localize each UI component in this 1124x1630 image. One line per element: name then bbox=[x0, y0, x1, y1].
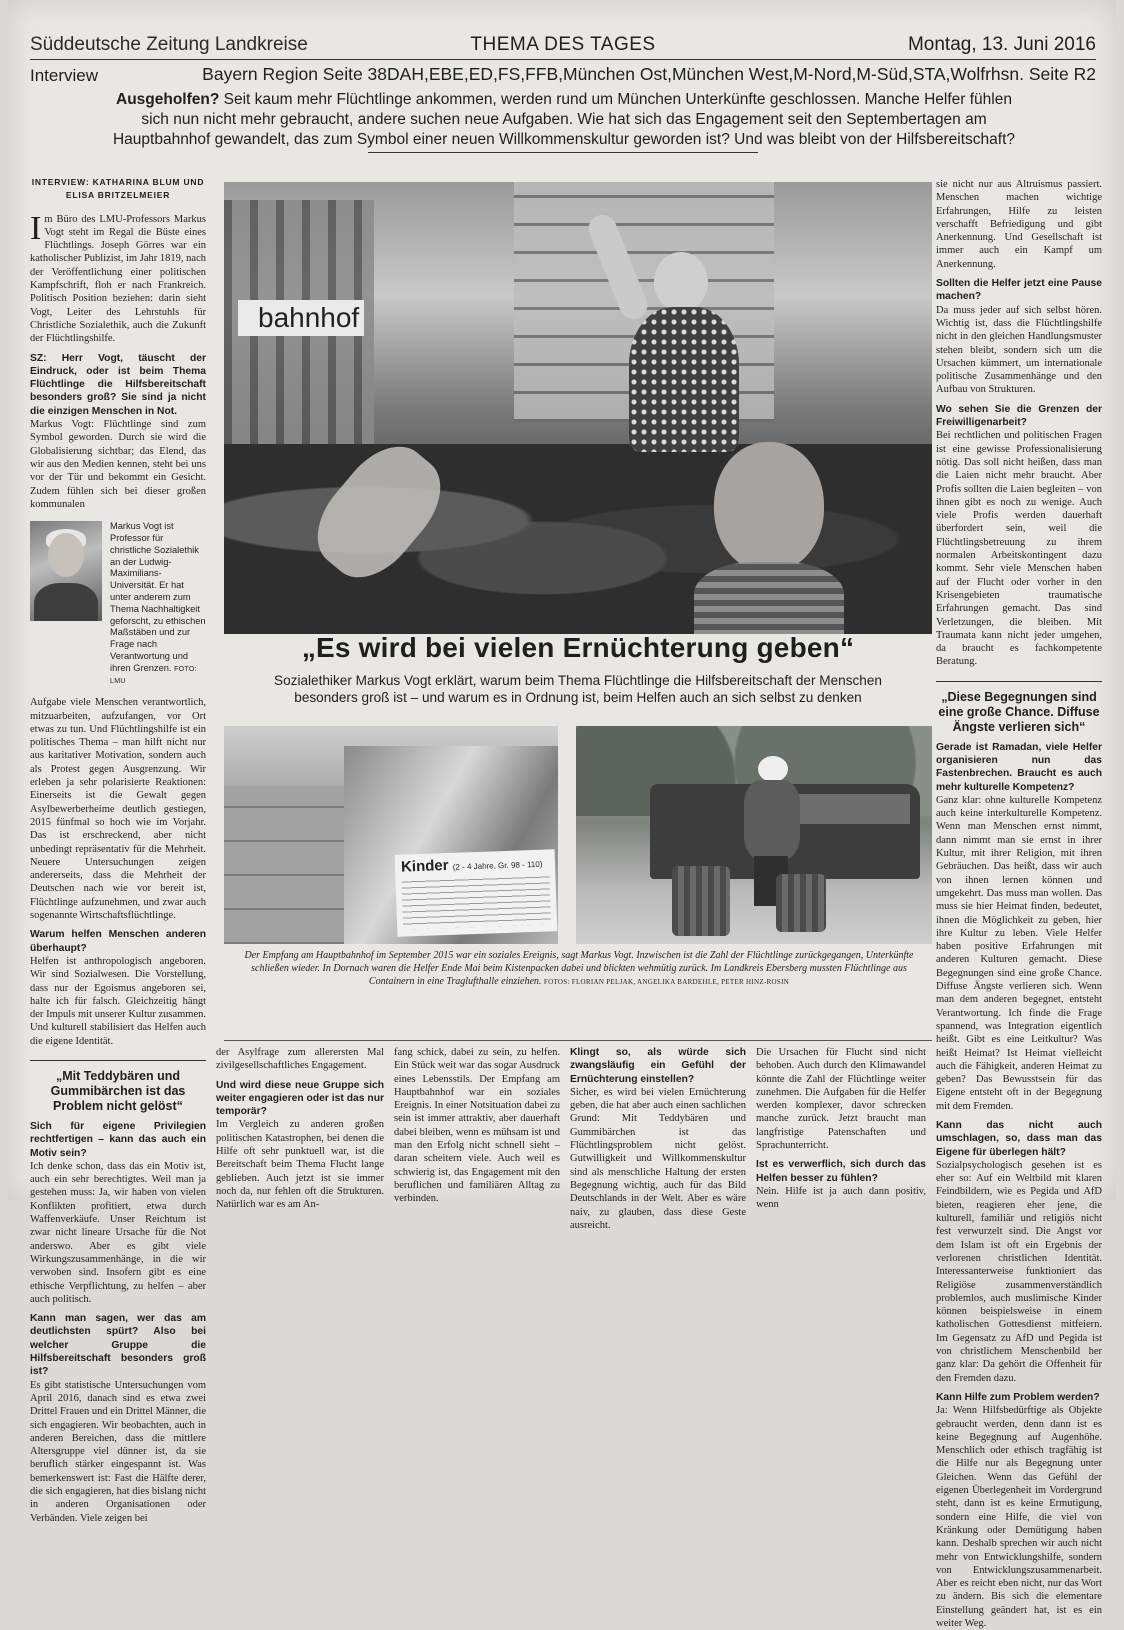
pull-quote: „Diese Begegnungen sind eine große Chance. Diffuse Ängste verlieren sich“ bbox=[936, 681, 1102, 735]
headline: „Es wird bei vielen Ernüchterung geben“ bbox=[301, 632, 855, 663]
deck: Sozialethiker Markus Vogt erklärt, warum beim Thema Flüchtlinge die Hilfsbereitschaft der Menschen besonders groß ist – und warum es in Ordnung ist, beim Helfen auch an sich selbst zu denken bbox=[274, 673, 882, 705]
question: Kann man sagen, wer das am deutlichsten spürt? Also bei welcher Gruppe die Hilfsbereitschaft besonders groß ist? bbox=[30, 1313, 206, 1378]
portrait-photo bbox=[30, 521, 102, 621]
teaser-rule bbox=[368, 152, 758, 153]
answer: Sicher, es wird bei vielen Ernüchterung geben, die hat aber auch einen sachlichen Grund: Mit Teddybären und Gummibärchen ist das Flüchtlingsproblem nicht gelöst. Gutwilligkeit und Willkommenskultur sind als menschliche Haltung der ersten Begegnung wichtig, auch für das Bild Deutschlands in der Welt. Aber es wäre naiv, zu glauben, dass diese Geste ausreicht. bbox=[570, 1086, 746, 1231]
rubric-bar bbox=[30, 62, 1096, 88]
answer: Ganz klar: ohne kulturelle Kompetenz auch keine interkulturelle Kompetenz. Wenn man Menschen ernst nimmt, dann nimmt man sie ernst in ihrer Kultur, mit ihrer Religion, mit ihren Gebräuchen. Das heißt, dass wir auch von ihnen lernen können und umgekehrt. Das muss man wollen. Das muss sie hier Heimat finden, bedeutet, ihnen die Möglichkeit zu geben, hier ihre Kultur zu leben. Viele Helfer haben positive Erfahrungen mit anderen Kulturen gemacht. Diese Begegnungen sind eine große Chance. Diffuse Ängste verlieren sich. Wenn man dem anderen begegnet, entsteht Verantwortung. Ich finde die Frage spannend, was Integration eigentlich heißt. Gibt es eine Leitkultur? Was heißt Heimat? Ist Heimat vielleicht auch die Fähigkeit, anderen Heimat zu geben? Das Bewusstsein für das Eigene entsteht oft in der Begegnung mit dem Fremden. bbox=[936, 794, 1102, 1112]
answer: Da muss jeder auf sich selbst hören. Wichtig ist, dass die Flüchtlingshilfe nicht in den gleichen Handlungsmuster stehen bleibt, sondern sich um die Ursachen kümmert, um internationale politische Zusammenhänge und den Aufbau von Strukturen. bbox=[936, 304, 1102, 396]
byline: INTERVIEW: KATHARINA BLUM UND ELISA BRITZELMEIER bbox=[31, 177, 205, 201]
question: Wo sehen Sie die Grenzen der Freiwilligenarbeit? bbox=[936, 403, 1102, 429]
author-box bbox=[30, 521, 206, 688]
question: Sich für eigene Privilegien rechtfertigen – kann das auch ein Motiv sein? bbox=[30, 1121, 206, 1159]
column-4 bbox=[570, 1046, 746, 1232]
answer: Sozialpsychologisch gesehen ist es eher so: Auf ein Weltbild mit klaren Feindbildern, wie es Pegida und AfD bieten, reagieren eher jene, die kulturell, familiär und religiös nicht fest verwurzelt sind. Die Angst vor dem Islam ist oft ein Ergebnis der verlorenen christlichen Identität. Interessanterweise funktioniert das Religiöse zusammenverständlich problemlos, auch muslimische Kinder können beispielsweise in einem katholischen Gottesdienst mitfeiern. Im Gegensatz zu AfD und Pegida ist von christlichem Menschenbild her ganz klar: Da gehört die Offenheit für den Fremden dazu. bbox=[936, 1159, 1102, 1384]
photo-suitcases bbox=[576, 726, 932, 944]
photo-caption: Der Empfang am Hauptbahnhof im September 2015 war ein soziales Ereignis, sagt Markus Vogt. Inzwischen ist die Zahl der Flüchtlinge zurückgegangen, Unterkünfte schließen wieder. In Dornach waren die Helfer Ende Mai beim Kistenpacken dabei und blickten wehmütig zurück. Im Landkreis Ebersberg mussten Flüchtlinge aus Containern in eine Traglufthalle einziehen. FOTOS: FLORIAN PELJAK, ANGELIKA BARDEHLE, PETER HINZ-ROSIN bbox=[244, 950, 914, 987]
divider bbox=[224, 1040, 932, 1041]
question: Klingt so, als würde sich zwangsläufig ein Gefühl der Ernüchterung einstellen? bbox=[570, 1047, 746, 1085]
photo-boxes bbox=[224, 726, 558, 944]
question: Kann das nicht auch umschlagen, so, dass man das Eigene für überlegen hält? bbox=[936, 1120, 1102, 1158]
answer: Ich denke schon, dass das ein Motiv ist, auch ein sehr berechtigtes. Weil man ja gestehen muss: Ja, wir haben von vielen Konflikten profitiert, etwa durch Waffenverkäufe. Unser Reichtum ist zwar nicht lineare Ursache für die Not anderswo. Aber es gibt viele Wirkungszusammenhänge, in die wir verwoben sind. Insofern gibt es eine ethische Verpflichtung, zu helfen – aber auch politisch. bbox=[30, 1160, 206, 1305]
column-5: Die Ursachen für Flucht sind nicht behoben. Auch durch den Klimawandel könnte die Zahl der Flüchtlinge weiter zunehmen. Die Aufgaben für die Helfer werden komplexer, davor schrecken manche zurück. Jetzt braucht man langfristige Patenschaften und Sprachunterricht. Ist es verwerflich, sich durch das Helfen besser zu fühlen? Nein. Hilfe ist ja auch dann positiv, wenn bbox=[756, 1047, 926, 1211]
main-photo-crowd bbox=[224, 182, 932, 634]
photo-credit: FOTO: LMU bbox=[110, 665, 197, 686]
answer: Ja: Wenn Hilfsbedürftige als Objekte gebraucht werden, denn dann ist es keine Begegnung auf Augenhöhe. Menschlich oder ethisch tragfähig ist die Hilfe nur als Begegnung unter Gleichen. Wenn das Gefühl der eigenen Überlegenheit im Vordergrund steht, dann ist es keine Ermutigung, sondern eine Hilfe, die viel von Kränkung oder Demütigung haben kann. Deshalb sprechen wir auch nicht mehr von Entwicklungshilfe, sondern von Entwicklungszusammenarbeit. Aber es reicht eben nicht, nur das Wort zu ändern. Bis sich die elementare Einstellung geändert hat, ist es ein weiter Weg. bbox=[936, 1405, 1102, 1629]
box-label: Kinder (2 - 4 Jahre, Gr. 98 - 110) bbox=[395, 849, 558, 937]
question: Und wird diese neue Gruppe sich weiter engagieren oder ist das nur temporär? bbox=[216, 1079, 384, 1118]
issue-date: Montag, 13. Juni 2016 bbox=[907, 34, 1096, 55]
teaser-kicker: Ausgeholfen? bbox=[116, 91, 220, 108]
pull-quote: „Mit Teddybären und Gummibärchen ist das Problem nicht gelöst“ bbox=[30, 1060, 206, 1114]
intro-paragraph: Im Büro des LMU-Professors Markus Vogt steht im Regal die Büste eines Flüchtlings. Joseph Görres war ein katholischer Publizist, im Jahr 1819, nach der Veröffentlichung einer politischen Kampfschrift, floh er nach Frankreich. Politisch Position beziehen: darin sieht Vogt, Leiter des Lehrstuhls für Christliche Sozialethik, auch die Zukunft der Flüchtlingshilfe. bbox=[30, 209, 206, 345]
rubric-label: Interview bbox=[30, 66, 99, 85]
question: Ist es verwerflich, sich durch das Helfen besser zu fühlen? bbox=[756, 1159, 926, 1184]
column-1 bbox=[30, 176, 206, 1525]
publication-name: Süddeutsche Zeitung Landkreise bbox=[30, 34, 308, 55]
question: Kann Hilfe zum Problem werden? bbox=[936, 1391, 1100, 1403]
answer: Bei rechtlichen und politischen Fragen ist eine gewisse Professionalisierung nötig. Das soll nicht heißen, dass man die Laien nicht mehr braucht. Aber Profis sollten die Laien begleiten – von ihnen gibt es noch zu wenige. Auch viele Profis werden dauerhaft überfordert sein, weil die Flüchtlingsbetreuung zu ihrem normalen Arbeitskontingent dazu kommt. Sehr viele Menschen haben auf der Flucht oder vorher in den Krisengebieten traumatische Erfahrungen gemacht. Das sind Verletzungen, die bleiben. Mit Traumata kann nicht jeder umgehen, da braucht es fachkompetente Beratung. bbox=[936, 430, 1102, 668]
answer: Im Vergleich zu anderen großen politischen Katastrophen, bei denen die Hilfe oft sehr punktuell war, ist die Bereitschaft beim Thema Flucht lange geblieben. Auch jetzt ist sie immer noch da, nur fehlen oft die Strukturen. Natürlich war es am An- bbox=[216, 1119, 384, 1211]
question: SZ: Herr Vogt, täuscht der Eindruck, oder ist beim Thema Flüchtlinge die Hilfsbereitschaft besonders groß? Sie sind ja nicht die einzigen Menschen in Not. bbox=[30, 352, 206, 417]
question: Sollten die Helfer jetzt eine Pause machen? bbox=[936, 278, 1102, 303]
photo-credit: FOTOS: FLORIAN PELJAK, ANGELIKA BARDEHLE, PETER HINZ-ROSIN bbox=[543, 977, 790, 986]
answer: Aufgabe viele Menschen verantwortlich, mitzuarbeiten, aufzufangen, vor Ort etwas zu tun. Und Flüchtlingshilfe ist ein politisches Thema – man hilft nicht nur aus karitativer Motivation, sondern auch als Protest gegen Ausgrenzung. Wir erleben ja sehr polarisierte Reaktionen: Einerseits ist die Gewalt gegen Asylbewerberheime deutlich gestiegen, 2015 fünfmal so hoch wie im Vorjahr. Das ist erschreckend, aber nicht unbedingt repräsentativ für die Mehrheit. Neuere Untersuchungen zeigen andererseits, dass die Mehrheit der Deutschen nach wie vor bereit ist, Flüchtlinge aufzunehmen, und zwar auch sogenannte Wirtschaftsflüchtlinge. bbox=[30, 697, 206, 922]
question: Gerade ist Ramadan, viele Helfer organisieren nun das Fastenbrechen. Braucht es auch mehr kulturelle Kompetenz? bbox=[936, 741, 1102, 793]
teaser-text: Seit kaum mehr Flüchtlinge ankommen, werden rund um München Unterkünfte geschlossen. Manche Helfer fühlen sich nun nicht mehr gebraucht, andere suchen neue Aufgaben. Wie hat sich das Engagement seit den Septembertagen am Hauptbahnhof gewandelt, das zum Symbol einer neuen Willkommenskultur geworden ist? Und was bleibt von der Hilfsbereitschaft? bbox=[112, 91, 1016, 148]
answer: Helfen ist anthropologisch angeboren. Wir sind Sozialwesen. Die Vorstellung, dass nur der Egoismus angeboren sei, halte ich für falsch. Gleichzeitig hängt der Impuls mit unserer Kultur zusammen. Und kulturell stabilisiert das Helfen auch die eigene Identität. bbox=[30, 955, 206, 1047]
author-bio: Markus Vogt ist Professor für christliche Sozialethik an der Ludwig-Maximilians-Universität. Er hat unter anderem zum Thema Nachhaltigkeit geforscht, zu ethischen Maßstäben und zur Frage nach Verantwortung und ihren Grenzen. FOTO: LMU bbox=[110, 521, 206, 686]
answer: Markus Vogt: Flüchtlinge sind zum Symbol geworden. Durch sie wird die Globalisierung sichtbar; das Elend, das wir aus den Medien kennen, steht bei uns vor der Tür und bekommt ein Gesicht. Zudem fühlen sich bei dieser großen kommunalen bbox=[30, 419, 206, 510]
column-right: sie nicht nur aus Altruismus passiert. Menschen machen wichtige Erfahrungen, Hilfe zu leisten verschafft Befriedigung und gibt Anerkennung. Und Gesellschaft ist immer auch ein Kampf um Anerkennung. Sollten die Helfer jetzt eine Pause machen? Da muss jeder auf sich selbst hören. Wichtig ist, dass die Flüchtlingshilfe nicht in den gleichen Handlungsmuster stehen bleibt, sondern sich um die Ursachen kümmert, um internationale politische Zusammenhänge und den Aufbau von Strukturen. Wo sehen Sie die Grenzen der Freiwilligenarbeit? Bei rechtlichen und politischen Fragen ist eine gewisse Professionalisierung nötig. Das soll nicht heißen, dass man die Laien nicht mehr braucht. Aber Profis sollten die Laien begleiten – von ihnen gibt es noch zu wenige. Auch viele Profis werden dauerhaft überfordert sein, weil die Flüchtlingsbetreuung zu ihrem normalen Arbeitskontingent dazu kommt. Sehr viele Menschen haben auf der Flucht oder vorher in den Krisengebieten traumatische Erfahrungen gemacht. Das sind Verletzungen, die bleiben. Mit Traumata kann nicht jeder umgehen, da braucht es fachkompetente Beratung. „Diese Begegnungen sind eine große Chance. Diffuse Ängste verlieren sich“ Gerade ist Ramadan, viele Helfer organisieren nun das Fastenbrechen. Braucht es auch mehr kulturelle Kompetenz? Ganz klar: ohne kulturelle Kompetenz auch keine interkulturelle Kompetenz. Wenn man Menschen ernst nimmt, dann nimmt man sie ernst in ihrer Kultur, mit ihrer Religion, mit ihren Gebräuchen. Das heißt, dass wir auch von ihnen lernen können und umgekehrt. Das muss man wollen. Das muss sie hier Heimat finden, bedeutet, ihnen die Möglichkeit zu geben, hier ihre Kultur zu leben. Viele Helfer haben positive Erfahrungen mit anderen Kulturen gemacht. Diese Begegnungen sind eine große Chance. Diffuse Ängste verlieren sich. Wenn man dem anderen begegnet, entsteht Verantwortung. Ich finde die Frage spannend, was Integration eigentlich heißt. Gibt es eine Leitkultur? Was heißt Heimat? Ist Heimat vielleicht auch die Fähigkeit, anderen Heimat zu geben? Das Bewusstsein für das Eigene entsteht oft in der Begegnung mit dem Fremden. Kann das nicht auch umschlagen, so, dass man das Eigene für überlegen hält? Sozialpsychologisch gesehen ist es eher so: Auf ein Weltbild mit klaren Feindbildern, wie es Pegida und AfD bieten, reagieren eher jene, die kulturell, familiär und religiös nicht fest verwurzelt sind. Die Angst vor dem Islam ist oft ein Ergebnis der verlorenen christlichen Identität. Interessanterweise funktioniert das Religiöse zusammenverständlich problemlos, auch muslimische Kinder können beispielsweise in einem katholischen Gottesdienst mitfeiern. Im Gegensatz zu AfD und Pegida ist von christlichem Menschenbild her ganz klar: Da gehört die Offenheit für den Fremden dazu. Kann Hilfe zum Problem werden? Ja: Wenn Hilfsbedürftige als Objekte gebraucht werden, denn dann ist es keine Begegnung auf Augenhöhe. Menschlich oder ethisch tragfähig ist die Hilfe nur als Begegnung unter Gleichen. Wenn das Gefühl der eigenen Überlegenheit im Vordergrund steht, dann ist es keine Ermutigung, sondern eine Hilfe, die viel von Kränkung oder Demütigung haben kann. Deshalb sprechen wir auch nicht mehr von Entwicklungshilfe, sondern von Entwicklungszusammenarbeit. Aber es reicht eben nicht, nur das Wort zu ändern. Bis sich die elementare Einstellung geändert hat, ist es ein weiter Weg. bbox=[936, 179, 1102, 1629]
station-sign: bahnhof bbox=[238, 300, 364, 336]
column-2: der Asylfrage zum allerersten Mal zivilgesellschaftliches Engagement. Und wird diese neue Gruppe sich weiter engagieren oder ist das nur temporär? Im Vergleich zu anderen großen politischen Katastrophen, bei denen die Hilfe oft sehr punktuell war, ist die Bereitschaft beim Thema Flucht lange geblieben. Auch jetzt ist sie immer noch da, nur fehlen oft die Strukturen. Natürlich war es am An- bbox=[216, 1047, 384, 1211]
section-title: THEMA DES TAGES bbox=[470, 34, 656, 55]
masthead bbox=[30, 30, 1096, 60]
edition-line: Bayern Region Seite 38DAH,EBE,ED,FS,FFB,München Ost,München West,M-Nord,M-Süd,STA,Wolfrhsn. Seite R2 bbox=[202, 64, 1096, 84]
question: Warum helfen Menschen anderen überhaupt? bbox=[30, 929, 206, 954]
answer: Nein. Hilfe ist ja auch dann positiv, wenn bbox=[756, 1185, 926, 1211]
answer: Es gibt statistische Untersuchungen vom April 2016, danach sind es etwa zwei Drittel Frauen und ein Drittel Männer, die sich engagieren. Wir beobachten, auch in anderen Bereichen, dass die mittlere Altersgruppe viel dünner ist, da sie beruflich stärker eingespannt ist. Was bemerkenswert ist: Fast die Hälfte derer, die sich engagieren, hat dies bislang nicht in anderen Organisationen oder Verbänden. Viele zeigen bei bbox=[30, 1379, 206, 1524]
newspaper-page bbox=[8, 0, 1116, 1629]
column-3: fang schick, dabei zu sein, zu helfen. Ein Stück weit war das sogar Ausdruck eines Lebensstils. Der Empfang am Hauptbahnhof war ein soziales Ereignis. In einer Notsituation dabei zu sein ist immer attraktiv, aber dauerhaft dabei bleiben, wenn es mühsam ist und man den Erfolg nicht schnell sieht – daran scheitern viele. Auch weil es schwierig ist, das Engagement mit den beruflichen und familiären Alltag zu verbinden. bbox=[394, 1047, 560, 1205]
dropcap: I bbox=[30, 209, 42, 247]
teaser bbox=[108, 90, 1020, 150]
